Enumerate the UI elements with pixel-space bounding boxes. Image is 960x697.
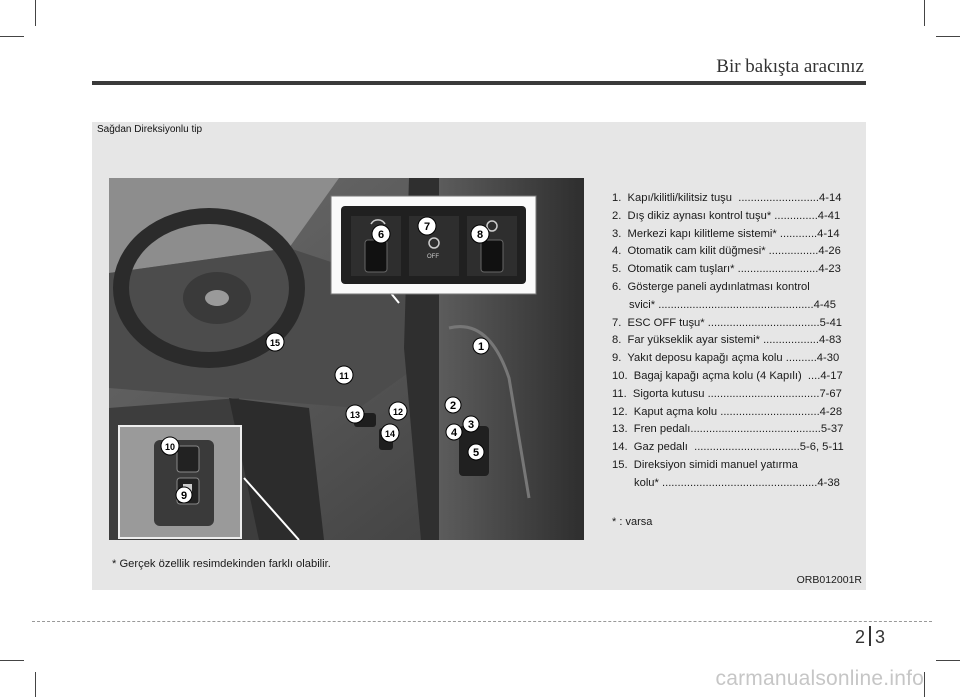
legend-item: 15. Direksiyon simidi manuel yatırma (612, 458, 798, 471)
legend-item: 7. ESC OFF tuşu* ....................................5-41 (612, 316, 843, 329)
legend-item: 4. Otomatik cam kilit düğmesi* ................4-26 (612, 245, 841, 258)
logo-emblem (205, 290, 229, 306)
callout-4 (446, 424, 462, 440)
legend-item: 13. Fren pedalı..........................................5-37 (612, 423, 844, 436)
callout-5 (468, 444, 484, 460)
crop-mark (35, 0, 36, 26)
callout-15 (266, 333, 284, 351)
legend-item: 5. Otomatik cam tuşları* ..........................4-23 (612, 263, 841, 276)
svg-text:14: 14 (384, 429, 396, 439)
svg-text:5: 5 (472, 447, 480, 459)
section-title: Bir bakışta aracınız (716, 56, 864, 77)
callout-13 (346, 405, 364, 423)
crop-mark (936, 36, 960, 37)
svg-text:7: 7 (423, 221, 431, 233)
svg-text:8: 8 (476, 229, 484, 241)
svg-text:13: 13 (349, 410, 361, 420)
legend-item: 8. Far yükseklik ayar sistemi* ..................4-83 (612, 334, 842, 347)
asterisk-note: * : varsa (612, 516, 653, 528)
figure-code: ORB012001R (796, 574, 862, 586)
svg-text:3: 3 (467, 419, 475, 431)
callout-8 (471, 225, 489, 243)
legend-item: 9. Yakıt deposu kapağı açma kolu ..........4-30 (612, 352, 840, 365)
dash-switch-inset (331, 196, 536, 294)
svg-text:11: 11 (339, 371, 349, 381)
crop-mark (924, 672, 925, 697)
crop-mark (35, 672, 36, 697)
svg-text:10: 10 (164, 442, 176, 452)
crop-mark (0, 36, 24, 37)
svg-text:9: 9 (180, 490, 188, 502)
footer-divider (32, 621, 932, 622)
legend-item: 2. Dış dikiz aynası kontrol tuşu* ..............4-41 (612, 209, 841, 222)
chapter-number: 2 (855, 627, 866, 647)
off-label: OFF (427, 254, 439, 260)
svg-text:15: 15 (269, 338, 281, 348)
legend-item-continued: svici* ..................................................4-45 (629, 298, 837, 311)
legend-item: 3. Merkezi kapı kilitleme sistemi* ............4-14 (612, 227, 840, 240)
svg-text:6: 6 (377, 229, 385, 241)
callout-14 (381, 424, 399, 442)
component-legend (612, 190, 862, 493)
interior-illustration (109, 178, 584, 540)
callout-9 (176, 487, 192, 503)
svg-text:4: 4 (450, 427, 458, 439)
figure-footnote: * Gerçek özellik resimdekinden farklı olabilir. (112, 558, 331, 570)
svg-text:2: 2 (449, 400, 457, 412)
legend-item: 12. Kaput açma kolu ................................4-28 (612, 405, 843, 418)
callout-11 (335, 366, 353, 384)
legend-item: 11. Sigorta kutusu ....................................7-67 (612, 387, 842, 400)
legend-item: 10. Bagaj kapağı açma kolu (4 Kapılı) ....4-17 (612, 369, 843, 382)
page-separator (869, 626, 871, 646)
header-rule (92, 81, 866, 85)
callout-12 (389, 402, 407, 420)
legend-item: 6. Gösterge paneli aydınlatması kontrol (612, 280, 810, 293)
svg-text:1: 1 (477, 341, 485, 353)
callout-3 (463, 416, 479, 432)
figure-caption: Sağdan Direksiyonlu tip (97, 124, 203, 135)
callout-1 (473, 338, 489, 354)
callout-2 (445, 397, 461, 413)
callout-6 (372, 225, 390, 243)
legend-item: 14. Gaz pedalı ..................................5-6, 5-11 (612, 441, 844, 454)
crop-mark (936, 660, 960, 661)
svg-text:12: 12 (392, 407, 404, 417)
callout-10 (161, 437, 179, 455)
callout-7 (418, 217, 436, 235)
page-number (855, 626, 885, 648)
legend-item-continued: kolu* ..................................................4-38 (634, 476, 840, 489)
fuel-trunk-lever-inset (119, 426, 241, 538)
legend-item: 1. Kapı/kilitli/kilitsiz tuşu ..........................4-14 (612, 192, 842, 204)
crop-mark (0, 660, 24, 661)
watermark: carmanualsonline.info (715, 667, 924, 690)
page-in-chapter: 3 (875, 627, 886, 647)
crop-mark (924, 0, 925, 26)
